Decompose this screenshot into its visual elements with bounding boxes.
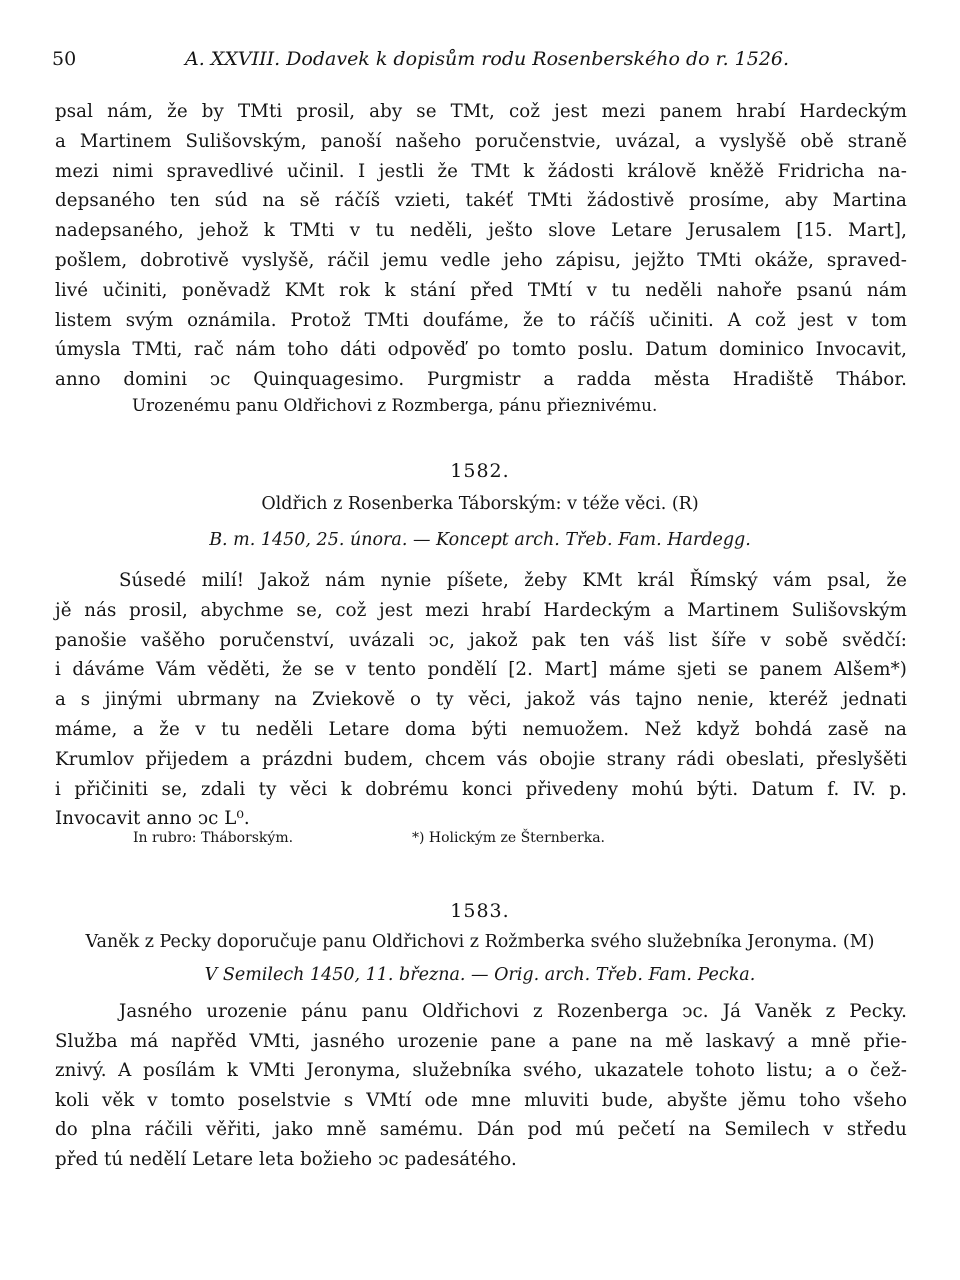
text-line: před tú nedělí Letare leta božieho ↄc padesátého.: [55, 1148, 517, 1170]
regest-1583: Vaněk z Pecky doporučuje panu Oldřichovi z Rožmberka svého služebníka Jeronyma. (M): [85, 932, 875, 952]
text-line: pošlem, dobrotivě vyslyšě, ráčil jemu vedle jeho zápisu, jejžto TMti okáže, spraved-: [55, 249, 907, 271]
text-line: livé učiniti, poněvadž KMt rok k stání před TMtí v tu neděli nahoře psanú nám: [55, 279, 907, 301]
text-line: Súsedé milí! Jakož nám nynie píšete, žeby KMt král Římský vám psal, že: [119, 570, 907, 591]
text-line: a s jinými ubrmany na Zviekově o ty věci, jakož vás tajno nenie, kteréž jednati: [55, 689, 907, 711]
text-line: znivý. A posílám k VMti Jeronyma, služebníka svého, ukazatele tohoto listu; a o čež-: [55, 1060, 907, 1081]
letter-1583-text: [55, 997, 907, 1174]
text-line: anno domini ↄc Quinquagesimo. Purgmistr a radda města Hradiště Thábor.: [55, 369, 907, 391]
source-note-1583: V Semilech 1450, 11. března. — Orig. arch. Třeb. Fam. Pecka.: [204, 965, 756, 985]
text-line: máme, a že v tu neděli Letare doma býti nemuožem. Než když bohdá zasě na: [55, 718, 907, 740]
text-line: Jasného urozenie pánu panu Oldřichovi z Rozenberga ↄc. Já Vaněk z Pecky.: [119, 1001, 907, 1022]
text-line: jě nás prosil, abychme se, což jest mezi hrabí Hardeckým a Martinem Sulišovským: [55, 599, 907, 621]
continuation-letter: [55, 97, 907, 395]
letter-1582-text: [55, 566, 907, 834]
text-line: i dáváme Vám věděti, že se v tento pondělí [2. Mart] máme sjeti se panem Alšem*): [55, 659, 907, 681]
page-number: 50: [52, 48, 77, 70]
text-line: Služba má napřěd VMti, jasného urozenie pane a pane na mě laskavý a mně přie-: [55, 1030, 907, 1052]
text-line: panošie vašěho poručenství, uvázali ↄc, jakož pak ten váš list šíře v sobě svědčí:: [55, 629, 907, 651]
document-number-1583: 1583.: [450, 900, 510, 922]
text-line: Invocavit anno ↄc L⁰.: [55, 808, 250, 830]
running-title: A. XXVIII. Dodavek k dopisům rodu Rosenberského do r. 1526.: [185, 48, 790, 70]
text-line: i přičiniti se, zdali ty věci k dobrému konci přivedeny mohú býti. Datum f. IV. p.: [55, 778, 907, 800]
text-line: úmysla TMti, rač nám toho dáti odpověď po tomto poslu. Datum dominico Invocavit,: [55, 339, 907, 361]
document-number-1582: 1582.: [450, 460, 510, 482]
text-line: koli věk v tomto poselstvie s VMtí ode mne mluviti bude, abyšte jěmu toho všeho: [55, 1089, 907, 1111]
text-line: psal nám, že by TMti prosil, aby se TMt, což jest mezi panem hrabí Hardeckým: [55, 101, 907, 122]
in-rubro-note: In rubro: Tháborským.: [133, 830, 294, 846]
letter-address: Urozenému panu Oldřichovi z Rozmberga, pánu přieznivému.: [132, 395, 658, 415]
text-line: nadepsaného, jehož k TMti v tu neděli, ješto slove Letare Jerusalem [15. Mart],: [55, 220, 907, 242]
text-line: depsaného ten súd na sě ráčíš vzieti, takéť TMti žádostivě prosíme, aby Martina: [55, 190, 907, 212]
regest-1582: Oldřich z Rosenberka Táborským: v téže věci. (R): [261, 494, 699, 514]
source-note-1582: B. m. 1450, 25. února. — Koncept arch. Třeb. Fam. Hardegg.: [209, 530, 751, 550]
text-line: do plna ráčili věřiti, jako mně samému. Dán pod mú pečetí na Semilech v středu: [55, 1119, 907, 1140]
text-line: Krumlov přijedem a prázdni budem, chcem vás obojie strany rádi obeslati, přeslyšěti: [55, 748, 907, 770]
footnote: *) Holickým ze Šternberka.: [412, 830, 606, 846]
text-line: a Martinem Sulišovským, panoší našeho poručenstvie, uvázal, a vyslyšě obě straně: [55, 130, 907, 152]
text-line: mezi nimi spravedlivé učinil. I jestli že TMt k žádosti královĕ kněžě Fridricha na-: [55, 160, 907, 182]
text-line: listem svým oznámila. Protož TMti doufáme, že to ráčíš učiniti. A což jest v tom: [55, 309, 907, 331]
page-header: [52, 44, 912, 74]
